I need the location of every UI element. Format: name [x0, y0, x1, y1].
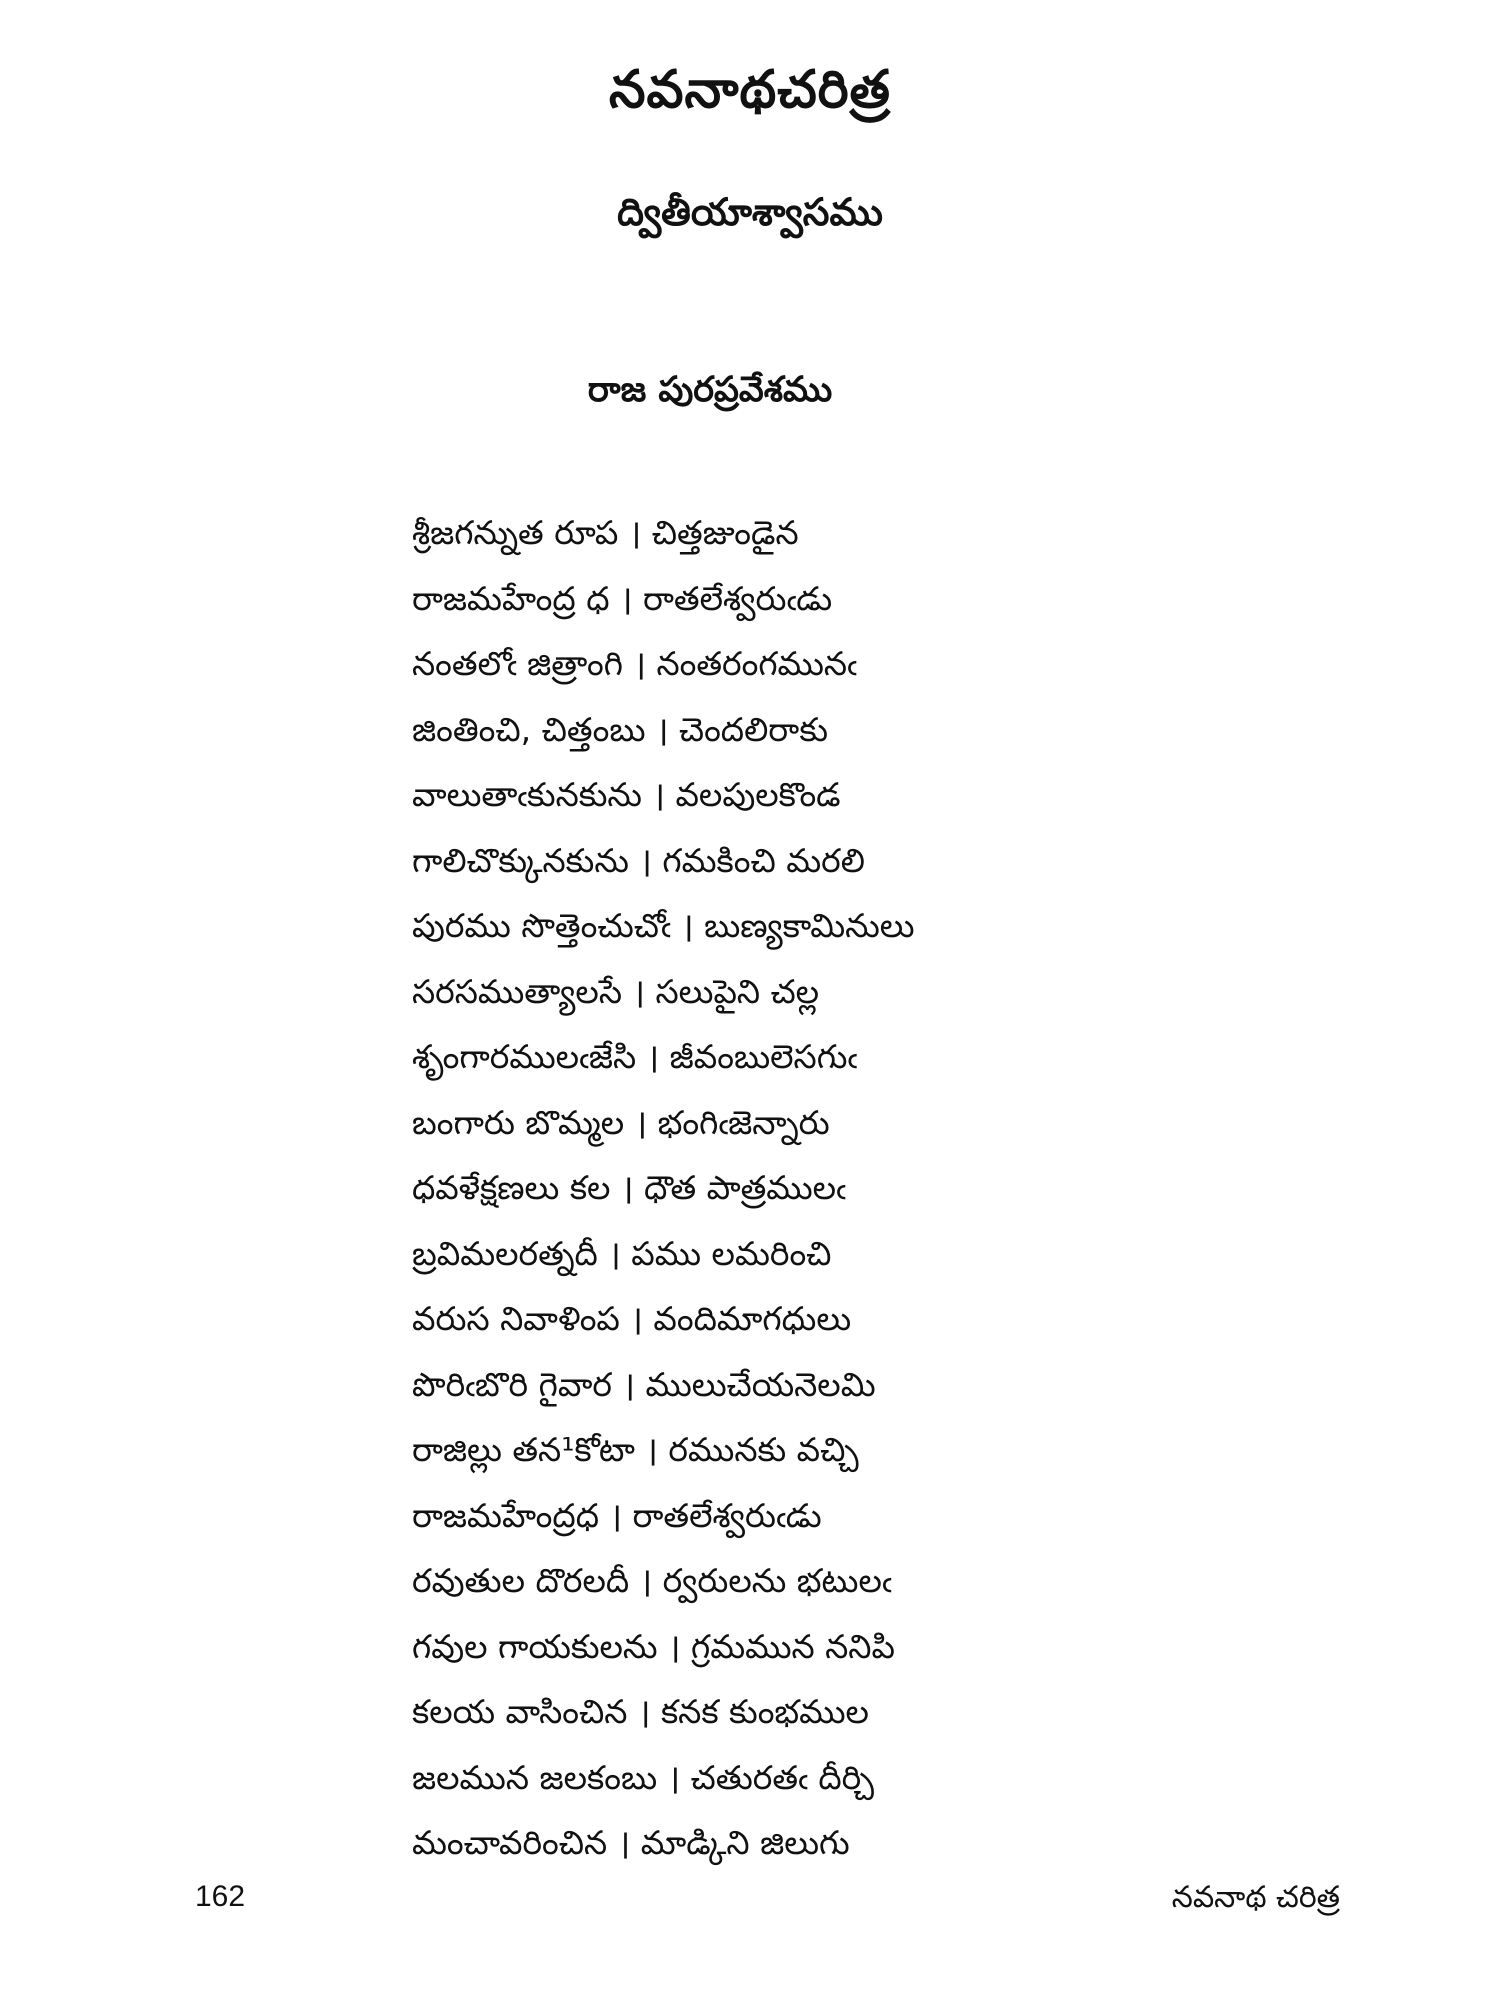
verse-line: కలయ వాసించిన । కనక కుంభముల — [412, 1692, 869, 1731]
verse-line: రాజమహేంద్రధ । రాతలేశ్వరుఁడు — [412, 1495, 822, 1535]
verse-line: జలమున జలకంబు । చతురతఁ దీర్చి — [412, 1757, 874, 1797]
page-number: 162 — [195, 1880, 246, 1913]
verse-line: వాలుతాఁకునకును । వలపులకొండ — [412, 775, 841, 814]
page-footer — [195, 1880, 1340, 1930]
chapter-subtitle: ద్వితీయాశ్వాసము — [617, 190, 883, 234]
verse-line: నంతలోఁ జిత్రాంగి । నంతరంగమునఁ — [412, 644, 857, 683]
verse-line: రాజిల్లు తన¹కోటా । రమునకు వచ్చి — [412, 1430, 859, 1469]
verse-line: గాలిచొక్కునకును । గమకించి మరలి — [412, 840, 865, 880]
verse-line: శృంగారములఁజేసి । జీవంబులెసగుఁ — [412, 1037, 858, 1076]
verse-block — [412, 500, 1412, 1876]
running-title: నవనాథ చరిత్ర — [1171, 1880, 1340, 1915]
verse-line: వరుస నివాళింప । వందిమాగధులు — [412, 1299, 852, 1338]
verse-line: మంచావరించిన । మాడ్కిని జిలుగు — [412, 1823, 850, 1862]
verse-line: బ్రవిమలరత్నదీ । పము లమరించి — [412, 1233, 832, 1273]
verse-line: ధవళేక్షణలు కల । ధౌత పాత్రములఁ — [412, 1168, 846, 1207]
verse-line: పొరిఁబొరి గైవార । ములుచేయనెలమి — [412, 1364, 876, 1404]
verse-line: రవుతుల దొరలదీ । ర్వరులను భటులఁ — [412, 1561, 892, 1600]
verse-line: పురము సొత్తెంచుచోఁ । బుణ్యకామినులు — [412, 906, 915, 945]
verse-line: జింతించి, చిత్తంబు । చెందలిరాకు — [412, 709, 829, 749]
verse-line: బంగారు బొమ్మల । భంగిఁజెన్నారు — [412, 1102, 830, 1142]
verse-line: శ్రీజగన్నుత రూప । చిత్తజుండైన — [412, 513, 799, 552]
page-title: నవనాథచరిత్ర — [608, 60, 892, 120]
verse-line: సరసముత్యాలసే । సలుపైని చల్ల — [412, 971, 820, 1011]
section-heading: రాజ పురప్రవేశము — [587, 370, 833, 410]
verse-line: గవుల గాయకులను । గ్రమమున ననిపి — [412, 1626, 895, 1666]
verse-line: రాజమహేంద్ర ధ । రాతలేశ్వరుఁడు — [412, 578, 833, 618]
